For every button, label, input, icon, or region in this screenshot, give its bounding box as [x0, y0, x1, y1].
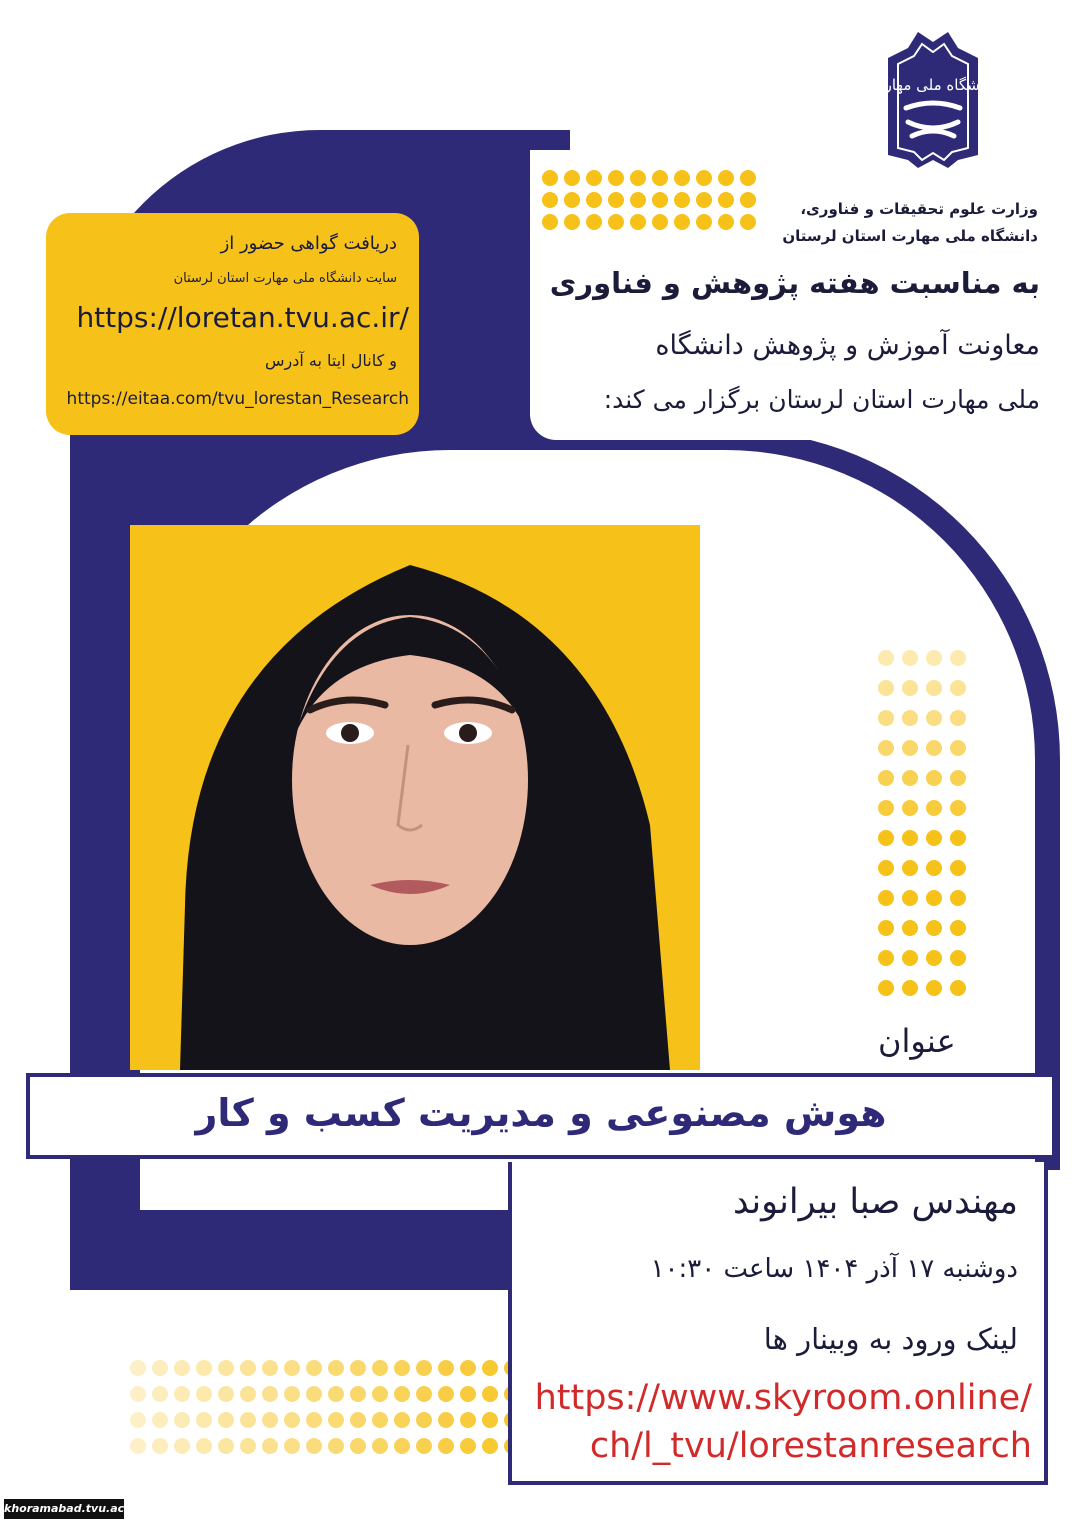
decorative-dot — [328, 1438, 344, 1454]
decorative-dot — [218, 1438, 234, 1454]
decorative-dot — [438, 1360, 454, 1376]
decorative-dot — [416, 1360, 432, 1376]
decorative-dot — [174, 1360, 190, 1376]
decorative-dot — [196, 1438, 212, 1454]
decorative-dot — [328, 1360, 344, 1376]
decorative-dot — [284, 1412, 300, 1428]
decorative-dot — [438, 1386, 454, 1402]
decorative-dot — [130, 1412, 146, 1428]
decorative-dot — [438, 1438, 454, 1454]
decorative-dot — [482, 1360, 498, 1376]
webinar-title: هوش مصنوعی و مدیریت کسب و کار — [195, 1091, 887, 1135]
title-label: عنوان — [878, 1022, 956, 1060]
decorative-dot — [152, 1360, 168, 1376]
webinar-details-box — [508, 1162, 1048, 1485]
decorative-dot — [394, 1360, 410, 1376]
decorative-dot — [196, 1360, 212, 1376]
decorative-dot — [350, 1412, 366, 1428]
decorative-dot — [240, 1386, 256, 1402]
decorative-dot — [394, 1438, 410, 1454]
headline-line-1: به مناسبت هفته پژوهش و فناوری — [549, 266, 1040, 300]
decorative-dot — [482, 1438, 498, 1454]
decorative-dot — [306, 1386, 322, 1402]
headline-line-2: معاونت آموزش و پژوهش دانشگاه — [655, 330, 1040, 361]
svg-text:دانشگاه ملی مهارت: دانشگاه ملی مهارت — [870, 76, 996, 94]
decorative-dot — [196, 1412, 212, 1428]
decorative-dot — [218, 1412, 234, 1428]
decorative-dot — [460, 1412, 476, 1428]
ministry-line-2: دانشگاه ملی مهارت استان لرستان — [782, 227, 1038, 245]
decorative-dot — [174, 1386, 190, 1402]
certificate-info-box — [46, 213, 419, 435]
decorative-dot — [130, 1386, 146, 1402]
presenter-photo — [130, 525, 700, 1070]
decorative-dot — [174, 1412, 190, 1428]
decorative-dot — [460, 1438, 476, 1454]
decorative-dot — [284, 1438, 300, 1454]
decorative-dot — [394, 1412, 410, 1428]
ministry-text — [782, 196, 1038, 250]
info-line-1: دریافت گواهی حضور از — [220, 233, 397, 254]
website-link[interactable]: https://loretan.tvu.ac.ir/ — [76, 301, 409, 334]
eitaa-channel-link[interactable]: https://eitaa.com/tvu_lorestan_Research — [66, 389, 409, 409]
decorative-dot — [350, 1438, 366, 1454]
site-tag: khoramabad.tvu.ac.ir — [4, 1499, 124, 1519]
university-logo — [870, 30, 996, 170]
presenter-name: مهندس صبا بیرانوند — [732, 1182, 1018, 1222]
decorative-dot — [218, 1360, 234, 1376]
decorative-dot — [482, 1412, 498, 1428]
decorative-dot — [306, 1360, 322, 1376]
decorative-dot — [240, 1360, 256, 1376]
decorative-dot — [372, 1412, 388, 1428]
decorative-dot — [262, 1360, 278, 1376]
webinar-link-label: لینک ورود به وبینار ها — [763, 1322, 1018, 1356]
decorative-dot — [372, 1360, 388, 1376]
decorative-dot — [416, 1412, 432, 1428]
ministry-line-1: وزارت علوم تحقیقات و فناوری، — [800, 200, 1038, 218]
decorative-dot — [152, 1438, 168, 1454]
decorative-dot — [174, 1438, 190, 1454]
webinar-link[interactable] — [535, 1374, 1032, 1470]
decorative-dot — [372, 1438, 388, 1454]
decorative-dot — [328, 1412, 344, 1428]
dot-pattern-bottom — [130, 1360, 520, 1454]
webinar-link-line-1[interactable]: https://www.skyroom.online/ — [534, 1378, 1032, 1418]
decorative-dot — [130, 1438, 146, 1454]
dot-pattern-top — [542, 170, 756, 230]
decorative-dot — [438, 1412, 454, 1428]
decorative-dot — [482, 1386, 498, 1402]
decorative-dot — [152, 1386, 168, 1402]
decorative-dot — [196, 1386, 212, 1402]
decorative-dot — [372, 1386, 388, 1402]
decorative-dot — [306, 1412, 322, 1428]
decorative-dot — [152, 1412, 168, 1428]
footer-bar — [0, 1497, 1080, 1527]
decorative-dot — [284, 1386, 300, 1402]
info-line-2: سایت دانشگاه ملی مهارت استان لرستان — [173, 271, 397, 286]
decorative-dot — [240, 1438, 256, 1454]
headline-line-3: ملی مهارت استان لرستان برگزار می کند: — [603, 385, 1040, 414]
decorative-dot — [262, 1412, 278, 1428]
info-line-3: و کانال ایتا به آدرس — [265, 351, 397, 370]
decorative-dot — [416, 1386, 432, 1402]
decorative-dot — [416, 1438, 432, 1454]
decorative-dot — [306, 1438, 322, 1454]
decorative-dot — [284, 1360, 300, 1376]
decorative-dot — [240, 1412, 256, 1428]
decorative-dot — [218, 1386, 234, 1402]
decorative-dot — [262, 1438, 278, 1454]
webinar-link-line-2[interactable]: ch/l_tvu/lorestanresearch — [589, 1426, 1032, 1466]
decorative-dot — [130, 1360, 146, 1376]
webinar-datetime: دوشنبه ۱۷ آذر ۱۴۰۴ ساعت ۱۰:۳۰ — [650, 1254, 1018, 1284]
webinar-title-box — [26, 1073, 1056, 1159]
decorative-dot — [262, 1386, 278, 1402]
dot-pattern-right — [878, 650, 966, 996]
decorative-dot — [350, 1386, 366, 1402]
decorative-dot — [394, 1386, 410, 1402]
decorative-dot — [328, 1386, 344, 1402]
decorative-dot — [350, 1360, 366, 1376]
decorative-dot — [460, 1386, 476, 1402]
decorative-dot — [460, 1360, 476, 1376]
